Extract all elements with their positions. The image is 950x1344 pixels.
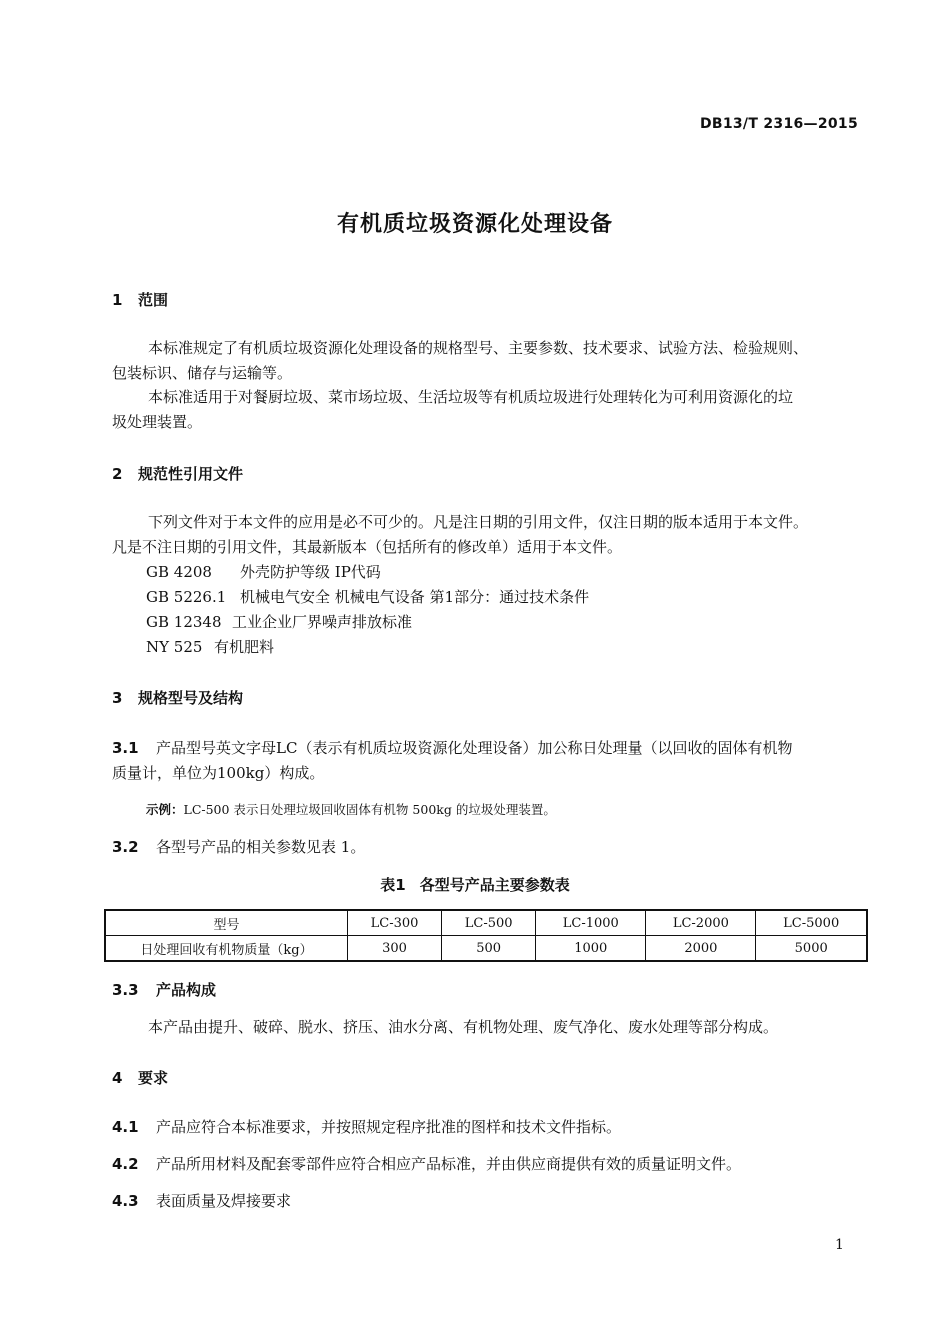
- table-cell: LC-1000: [536, 910, 646, 936]
- section-4-title: 要求: [138, 1069, 169, 1087]
- table-cell: LC-500: [442, 910, 536, 936]
- clause-number: 4.2: [112, 1155, 139, 1173]
- section-2-number: 2: [112, 465, 123, 483]
- page-number: 1: [835, 1237, 844, 1253]
- section-3-heading: [112, 687, 243, 708]
- table-cell: 5000: [756, 936, 867, 962]
- clause-number: 3.2: [112, 838, 139, 856]
- table-number: 表1: [380, 876, 406, 894]
- clause-title: 产品构成: [156, 981, 217, 999]
- section-2-title: 规范性引用文件: [138, 465, 244, 483]
- clause-number: 3.3: [112, 981, 139, 999]
- section-3-title: 规格型号及结构: [138, 689, 244, 707]
- document-title: 有机质垃圾资源化处理设备: [336, 212, 613, 237]
- clause-number: 4.1: [112, 1118, 139, 1136]
- reference-item: [146, 611, 412, 632]
- text-line: 本产品由提升、破碎、脱水、挤压、油水分离、有机物处理、废气净化、废水处理等部分构成。: [148, 1018, 779, 1036]
- reference-item: [146, 636, 274, 657]
- clause-4-1: [112, 1116, 621, 1137]
- clause-4-3: [112, 1190, 291, 1211]
- clause-number: 4.3: [112, 1192, 139, 1210]
- text-line: 凡是不注日期的引用文件，其最新版本（包括所有的修改单）适用于本文件。: [112, 538, 623, 556]
- reference-code: NY 525: [146, 638, 203, 656]
- table-cell: LC-300: [348, 910, 442, 936]
- table-cell: 500: [442, 936, 536, 962]
- reference-code: GB 4208: [146, 563, 212, 581]
- clause-text: 各型号产品的相关参数见表 1。: [156, 838, 366, 856]
- table-cell: 1000: [536, 936, 646, 962]
- section-1-title: 范围: [138, 291, 169, 309]
- example-note: [146, 800, 556, 818]
- clause-text: 表面质量及焊接要求: [156, 1192, 292, 1210]
- section-1-paragraph-1: [112, 336, 862, 386]
- text-line: 本标准适用于对餐厨垃圾、菜市场垃圾、生活垃圾等有机质垃圾进行处理转化为可利用资源化的垃: [148, 388, 794, 406]
- clause-3-3-text: [112, 1015, 862, 1040]
- section-1-number: 1: [112, 291, 123, 309]
- table-title: 各型号产品主要参数表: [419, 876, 570, 894]
- clause-3-1: [112, 737, 792, 758]
- clause-number: 3.1: [112, 739, 139, 757]
- text-line: 圾处理装置。: [112, 413, 203, 431]
- section-4-number: 4: [112, 1069, 123, 1087]
- table-row: [105, 936, 867, 962]
- clause-3-2: [112, 836, 365, 857]
- table-caption: [0, 874, 950, 895]
- reference-code: GB 5226.1: [146, 588, 227, 606]
- reference-title: 工业企业厂界噪声排放标准: [232, 613, 413, 631]
- table-cell: LC-5000: [756, 910, 867, 936]
- clause-3-3-heading: [112, 979, 216, 1000]
- section-3-number: 3: [112, 689, 123, 707]
- reference-title: 机械电气安全 机械电气设备 第1部分：通过技术条件: [240, 588, 590, 606]
- section-2-paragraph: [112, 510, 862, 560]
- parameters-table: [104, 909, 868, 962]
- section-2-heading: [112, 463, 243, 484]
- reference-title: 有机肥料: [214, 638, 275, 656]
- clause-3-1-continuation: [112, 762, 324, 783]
- reference-code: GB 12348: [146, 613, 222, 631]
- clause-text: 产品所用材料及配套零部件应符合相应产品标准，并由供应商提供有效的质量证明文件。: [156, 1155, 742, 1173]
- example-text: LC-500 表示日处理垃圾回收固体有机物 500kg 的垃圾处理装置。: [183, 802, 556, 817]
- table-cell: 2000: [646, 936, 756, 962]
- table-cell: 300: [348, 936, 442, 962]
- document-code: DB13/T 2316—2015: [699, 116, 858, 132]
- clause-4-2: [112, 1153, 741, 1174]
- section-1-paragraph-2: [112, 385, 862, 435]
- reference-item: [146, 561, 381, 582]
- table-header-row: [105, 910, 867, 936]
- clause-text: 质量计，单位为100kg）构成。: [112, 764, 325, 782]
- reference-item: [146, 586, 589, 607]
- table-cell: 型号: [105, 910, 348, 936]
- table-cell: LC-2000: [646, 910, 756, 936]
- text-line: 下列文件对于本文件的应用是必不可少的。凡是注日期的引用文件，仅注日期的版本适用于本文件。: [148, 513, 809, 531]
- section-1-heading: [112, 289, 168, 310]
- text-line: 本标准规定了有机质垃圾资源化处理设备的规格型号、主要参数、技术要求、试验方法、检验规则、: [148, 339, 809, 357]
- example-label: 示例：: [146, 802, 184, 817]
- clause-text: 产品型号英文字母LC（表示有机质垃圾资源化处理设备）加公称日处理量（以回收的固体有机物: [156, 739, 793, 757]
- section-4-heading: [112, 1067, 168, 1088]
- text-line: 包装标识、储存与运输等。: [112, 364, 293, 382]
- reference-title: 外壳防护等级 IP代码: [240, 563, 381, 581]
- clause-text: 产品应符合本标准要求，并按照规定程序批准的图样和技术文件指标。: [156, 1118, 622, 1136]
- table-cell: 日处理回收有机物质量（kg）: [105, 936, 348, 962]
